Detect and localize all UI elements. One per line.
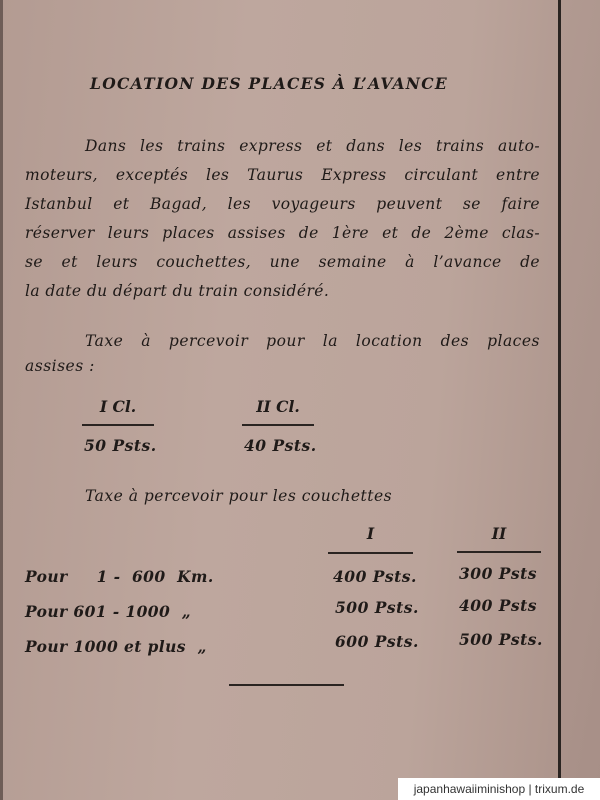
paragraph-line: moteurs, exceptés les Taurus Express circulant entre xyxy=(25,166,540,184)
berths-row-label: Pour 601 - 1000 „ xyxy=(25,602,192,621)
seats-class2-price: 40 Psts. xyxy=(244,436,317,455)
berths-title: Taxe à percevoir pour les couchettes xyxy=(85,487,393,505)
berths-row-price2: 300 Psts xyxy=(459,564,538,583)
berths-row-price1: 400 Psts. xyxy=(333,567,417,586)
seats-title-line2: assises : xyxy=(25,357,95,375)
paragraph-line: la date du départ du train considéré. xyxy=(25,282,330,300)
paragraph-line: réserver leurs places assises de 1ère et de 2ème clas- xyxy=(25,224,540,242)
watermark: japanhawaiiminishop | trixum.de xyxy=(398,778,600,800)
seats-class1-label: I Cl. xyxy=(99,397,137,416)
closing-rule xyxy=(229,684,344,686)
seats-title-line1: Taxe à percevoir pour la location des places xyxy=(85,332,540,350)
berths-row-price1: 500 Psts. xyxy=(335,598,419,617)
seats-class1-price: 50 Psts. xyxy=(84,436,157,455)
page-right-rule xyxy=(558,0,561,800)
seats-class1-rule xyxy=(82,424,154,426)
berths-row-price1: 600 Psts. xyxy=(335,632,419,651)
berths-col2-label: II xyxy=(491,524,507,543)
paragraph-line: se et leurs couchettes, une semaine à l’avance de xyxy=(25,253,540,271)
seats-class2-label: II Cl. xyxy=(256,397,300,416)
berths-col1-label: I xyxy=(366,524,375,543)
section-heading: LOCATION DES PLACES À L’AVANCE xyxy=(90,74,448,93)
berths-col1-rule xyxy=(328,552,413,554)
paragraph-line: Dans les trains express et dans les trains auto- xyxy=(85,137,540,155)
reservation-paragraph xyxy=(25,132,540,306)
berths-row-price2: 500 Psts. xyxy=(459,630,543,649)
berths-row-price2: 400 Psts xyxy=(459,596,538,615)
seats-class2-rule xyxy=(242,424,314,426)
berths-row-label: Pour 1 - 600 Km. xyxy=(25,567,214,586)
page-left-edge xyxy=(0,0,3,800)
berths-row-label: Pour 1000 et plus „ xyxy=(25,637,207,656)
berths-col2-rule xyxy=(457,551,541,553)
paragraph-line: Istanbul et Bagad, les voyageurs peuvent se faire xyxy=(25,195,540,213)
